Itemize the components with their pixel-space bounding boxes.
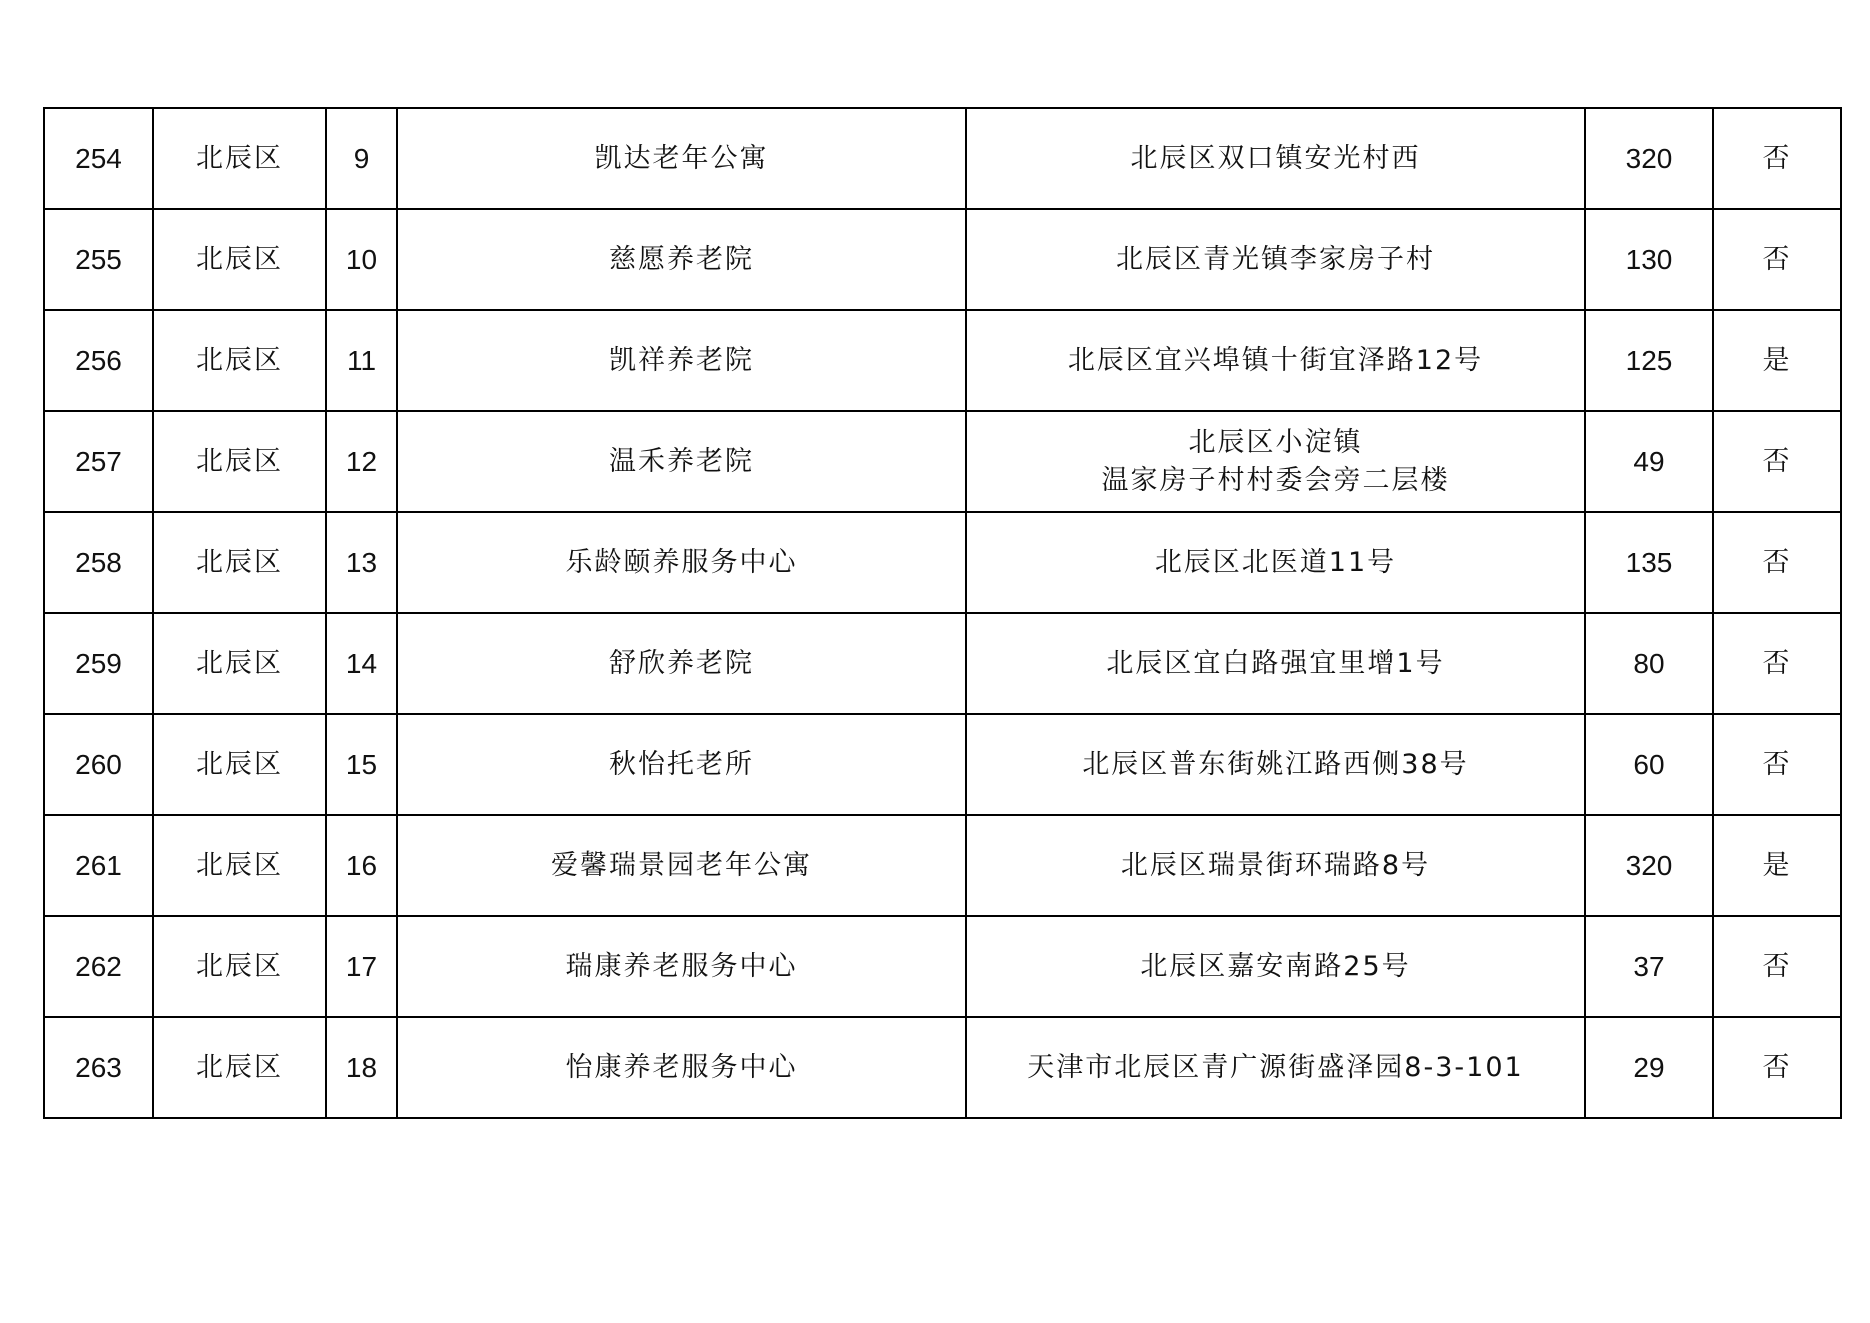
address-line: 天津市北辰区青广源街盛泽园8-3-101: [1027, 1051, 1524, 1083]
facility-table: [43, 107, 1842, 1119]
address-line: 北辰区普东街姚江路西侧38号: [1082, 748, 1469, 780]
facility-table-page: [43, 107, 1840, 1119]
district-cell: 北辰区: [153, 411, 326, 512]
address-cell: [966, 209, 1585, 310]
district-cell: 北辰区: [153, 613, 326, 714]
flag-cell: 否: [1713, 108, 1841, 209]
address-line: 北辰区青光镇李家房子村: [1116, 243, 1435, 275]
address-cell: [966, 613, 1585, 714]
table-row: [44, 714, 1841, 815]
seq-cell: 259: [44, 613, 153, 714]
seq-cell: 258: [44, 512, 153, 613]
address-line: 北辰区双口镇安光村西: [1130, 142, 1421, 174]
flag-cell: 否: [1713, 1017, 1841, 1118]
district-cell: 北辰区: [153, 1017, 326, 1118]
beds-cell: 80: [1585, 613, 1713, 714]
table-row: [44, 916, 1841, 1017]
sub-number-cell: 12: [326, 411, 397, 512]
table-row: [44, 209, 1841, 310]
seq-cell: 261: [44, 815, 153, 916]
seq-cell: 257: [44, 411, 153, 512]
facility-name-cell: 瑞康养老服务中心: [397, 916, 966, 1017]
beds-cell: 130: [1585, 209, 1713, 310]
table-row: [44, 411, 1841, 512]
table-row: [44, 613, 1841, 714]
flag-cell: 否: [1713, 916, 1841, 1017]
address-line: 北辰区嘉安南路25号: [1140, 950, 1411, 982]
facility-name-cell: 慈愿养老院: [397, 209, 966, 310]
seq-cell: 254: [44, 108, 153, 209]
district-cell: 北辰区: [153, 714, 326, 815]
address-line: 温家房子村村委会旁二层楼: [1101, 464, 1450, 496]
address-line: 北辰区宜兴埠镇十街宜泽路12号: [1067, 344, 1484, 376]
facility-name-cell: 秋怡托老所: [397, 714, 966, 815]
seq-cell: 263: [44, 1017, 153, 1118]
beds-cell: 60: [1585, 714, 1713, 815]
seq-cell: 262: [44, 916, 153, 1017]
table-row: [44, 310, 1841, 411]
sub-number-cell: 16: [326, 815, 397, 916]
address-cell: [966, 714, 1585, 815]
facility-table-body: [44, 108, 1841, 1118]
address-cell: [966, 310, 1585, 411]
flag-cell: 否: [1713, 209, 1841, 310]
address-line: 北辰区北医道11号: [1154, 546, 1397, 578]
beds-cell: 125: [1585, 310, 1713, 411]
flag-cell: 否: [1713, 411, 1841, 512]
table-row: [44, 815, 1841, 916]
address-cell: [966, 916, 1585, 1017]
beds-cell: 320: [1585, 108, 1713, 209]
flag-cell: 否: [1713, 512, 1841, 613]
beds-cell: 29: [1585, 1017, 1713, 1118]
facility-name-cell: 凯祥养老院: [397, 310, 966, 411]
address-line: 北辰区宜白路强宜里增1号: [1106, 647, 1445, 679]
facility-name-cell: 温禾养老院: [397, 411, 966, 512]
facility-name-cell: 舒欣养老院: [397, 613, 966, 714]
sub-number-cell: 18: [326, 1017, 397, 1118]
facility-name-cell: 乐龄颐养服务中心: [397, 512, 966, 613]
address-cell: [966, 512, 1585, 613]
address-cell: [966, 108, 1585, 209]
address-line: 北辰区瑞景街环瑞路8号: [1120, 849, 1431, 881]
flag-cell: 否: [1713, 613, 1841, 714]
sub-number-cell: 13: [326, 512, 397, 613]
sub-number-cell: 15: [326, 714, 397, 815]
flag-cell: 是: [1713, 815, 1841, 916]
district-cell: 北辰区: [153, 512, 326, 613]
sub-number-cell: 14: [326, 613, 397, 714]
facility-name-cell: 怡康养老服务中心: [397, 1017, 966, 1118]
table-row: [44, 512, 1841, 613]
address-cell: [966, 815, 1585, 916]
district-cell: 北辰区: [153, 108, 326, 209]
beds-cell: 320: [1585, 815, 1713, 916]
seq-cell: 256: [44, 310, 153, 411]
facility-name-cell: 凯达老年公寓: [397, 108, 966, 209]
sub-number-cell: 17: [326, 916, 397, 1017]
beds-cell: 135: [1585, 512, 1713, 613]
flag-cell: 否: [1713, 714, 1841, 815]
sub-number-cell: 11: [326, 310, 397, 411]
district-cell: 北辰区: [153, 815, 326, 916]
sub-number-cell: 10: [326, 209, 397, 310]
table-row: [44, 108, 1841, 209]
district-cell: 北辰区: [153, 916, 326, 1017]
beds-cell: 37: [1585, 916, 1713, 1017]
beds-cell: 49: [1585, 411, 1713, 512]
address-cell: [966, 1017, 1585, 1118]
address-cell: [966, 411, 1585, 512]
district-cell: 北辰区: [153, 209, 326, 310]
seq-cell: 260: [44, 714, 153, 815]
flag-cell: 是: [1713, 310, 1841, 411]
table-row: [44, 1017, 1841, 1118]
address-line: 北辰区小淀镇: [1188, 426, 1363, 458]
seq-cell: 255: [44, 209, 153, 310]
sub-number-cell: 9: [326, 108, 397, 209]
facility-name-cell: 爱馨瑞景园老年公寓: [397, 815, 966, 916]
district-cell: 北辰区: [153, 310, 326, 411]
